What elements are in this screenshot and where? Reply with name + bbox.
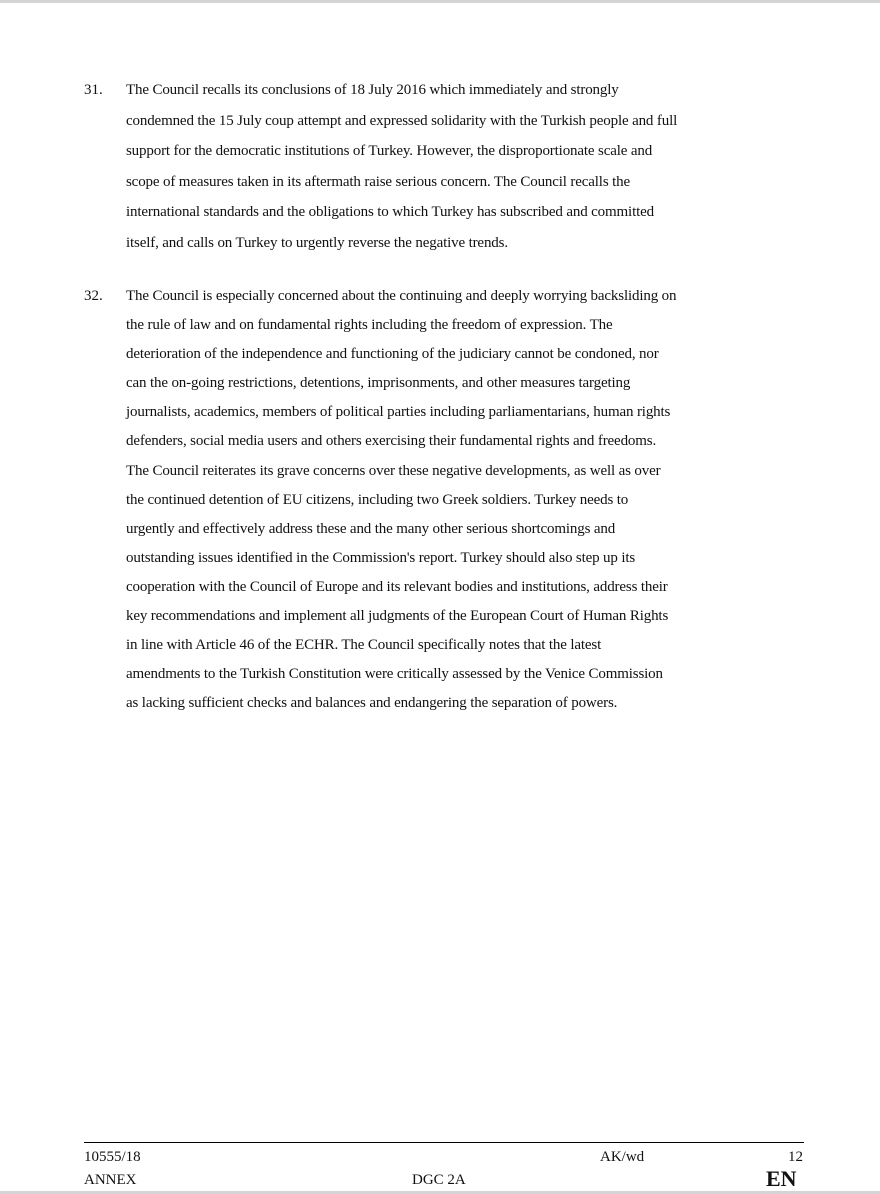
paragraph-number: 31. <box>84 82 103 98</box>
paragraph-text <box>126 75 812 258</box>
footer-dgc-label: DGC 2A <box>412 1172 466 1188</box>
paragraph-number: 32. <box>84 288 103 304</box>
text-line: the continued detention of EU citizens, including two Greek soldiers. Turkey needs to <box>126 491 629 508</box>
text-line: international standards and the obligations to which Turkey has subscribed and committed <box>126 204 654 220</box>
text-line: The Council recalls its conclusions of 18 July 2016 which immediately and strongly <box>126 82 619 98</box>
footer-initials: AK/wd <box>600 1149 645 1165</box>
text-line: defenders, social media users and others exercising their fundamental rights and freedoms. <box>126 433 657 450</box>
text-line: journalists, academics, members of political parties including parliamentarians, human rights <box>126 404 671 421</box>
text-line: support for the democratic institutions of Turkey. However, the disproportionate scale and <box>126 143 653 159</box>
text-line: can the on-going restrictions, detentions, imprisonments, and other measures targeting <box>126 375 631 392</box>
footer-language-code: EN <box>766 1166 797 1191</box>
text-line: itself, and calls on Turkey to urgently reverse the negative trends. <box>126 234 508 251</box>
text-line: amendments to the Turkish Constitution were critically assessed by the Venice Commission <box>126 666 663 683</box>
text-line: cooperation with the Council of Europe and its relevant bodies and institutions, address their <box>126 578 668 595</box>
text-line: key recommendations and implement all judgments of the European Court of Human Rights <box>126 608 669 625</box>
text-line: The Council is especially concerned about the continuing and deeply worrying backsliding on <box>126 288 677 304</box>
text-line: The Council reiterates its grave concerns over these negative developments, as well as over <box>126 462 661 479</box>
text-line: deterioration of the independence and functioning of the judiciary cannot be condoned, nor <box>126 346 659 363</box>
footer-annex-label: ANNEX <box>84 1172 137 1188</box>
text-line: scope of measures taken in its aftermath raise serious concern. The Council recalls the <box>126 173 630 190</box>
text-line: condemned the 15 July coup attempt and expressed solidarity with the Turkish people and full <box>126 112 678 129</box>
text-line: as lacking sufficient checks and balances and endangering the separation of powers. <box>126 695 618 712</box>
text-line: the rule of law and on fundamental rights including the freedom of expression. The <box>126 317 613 334</box>
text-line: in line with Article 46 of the ECHR. The Council specifically notes that the latest <box>126 637 602 654</box>
footer-divider <box>84 1142 804 1143</box>
footer-page-number: 12 <box>788 1149 803 1165</box>
text-line: outstanding issues identified in the Commission's report. Turkey should also step up its <box>126 549 636 566</box>
text-line: urgently and effectively address these and the many other serious shortcomings and <box>126 520 616 537</box>
paragraph-text <box>126 282 812 718</box>
footer-document-number: 10555/18 <box>84 1149 141 1165</box>
